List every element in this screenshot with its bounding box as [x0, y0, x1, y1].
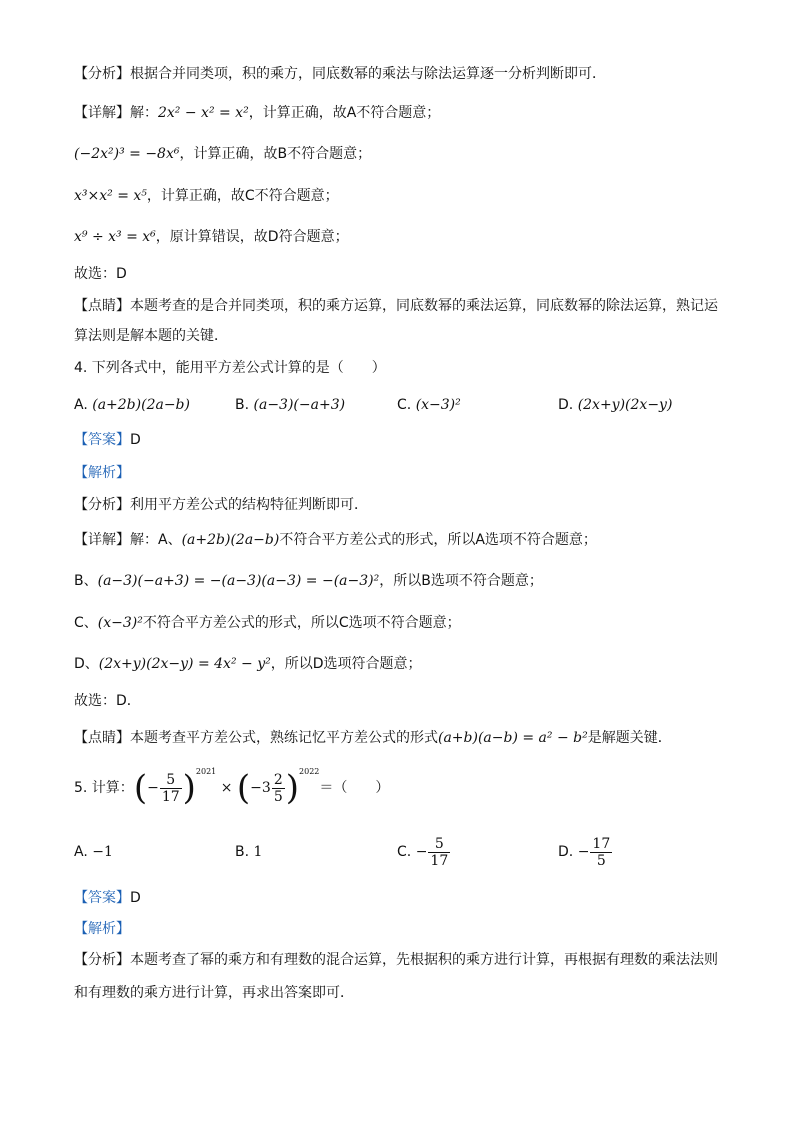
q5-times: ×	[216, 780, 237, 796]
q4-comment	[74, 728, 672, 748]
q5-stem-suffix: ＝（ ）	[319, 780, 390, 796]
q5-left-paren-2: (	[236, 768, 251, 808]
q4-detail-a	[74, 530, 597, 550]
q4-detail-c-text: 不符合平方差公式的形式，所以C选项不符合题意；	[142, 615, 461, 631]
q4-answer-tag: 【答案】	[74, 432, 130, 448]
q4-explain-label: 【解析】	[74, 465, 130, 481]
q5-frac1-den: 17	[161, 788, 180, 805]
q5-analysis-2: 和有理数的乘方进行计算，再求出答案即可．	[74, 985, 354, 1001]
q3-choice: 故选：D	[74, 266, 127, 282]
q4-answer	[74, 430, 141, 450]
q4-option-b-label: B.	[235, 397, 250, 413]
q4-analysis	[74, 495, 368, 515]
q4-detail-tag: 【详解】	[74, 532, 130, 548]
q4-option-c-label: C.	[397, 397, 412, 413]
q4-comment-text-1: 本题考查平方差公式，熟练记忆平方差公式的形式	[130, 730, 438, 746]
q4-option-c	[397, 395, 461, 415]
q5-explain-tag	[74, 919, 130, 939]
q5-option-c	[397, 832, 451, 872]
q5-opt-a-value: −1	[92, 844, 113, 860]
q3-detail-tag: 【详解】	[74, 105, 130, 121]
q5-answer-value: D	[130, 890, 141, 906]
q4-option-a-label: A.	[74, 397, 88, 413]
q5-frac2-den: 5	[273, 788, 283, 805]
q5-right-paren-1: )	[182, 768, 196, 808]
q4-option-a-formula: (a+2b)(2a−b)	[92, 397, 190, 413]
q4-detail-d-prefix: D、	[74, 656, 99, 672]
q3-comment-tag: 【点睛】	[74, 298, 130, 314]
q3-line-d-formula: x⁹ ÷ x³ = x⁶	[74, 229, 156, 245]
q4-detail-b	[74, 571, 543, 591]
q5-fraction-1	[160, 772, 182, 805]
q4-detail-b-formula: (a−3)(−a+3) = −(a−3)(a−3) = −(a−3)²	[97, 573, 380, 589]
q5-minus-1: −	[147, 780, 159, 796]
q3-comment-text-1: 本题考查的是合并同类项，积的乘方运算，同底数幂的乘法运算，同底数幂的除法运算，熟记运	[130, 298, 718, 314]
q5-answer-tag: 【答案】	[74, 890, 130, 906]
q4-comment-text-2: 是解题关键．	[587, 730, 672, 746]
q3-detail-prefix: 解：	[130, 105, 158, 121]
q3-analysis-tag: 【分析】	[74, 66, 130, 82]
q4-option-d-formula: (2x+y)(2x−y)	[577, 397, 673, 413]
q4-detail-c-prefix: C、	[74, 615, 98, 631]
q3-analysis-text: 根据合并同类项，积的乘方，同底数幂的乘法与除法运算逐一分析判断即可．	[130, 66, 606, 82]
q4-choice: 故选：D．	[74, 693, 141, 709]
q5-opt-d-minus: −	[577, 844, 590, 860]
q3-line-c-text: ，计算正确，故C不符合题意；	[146, 188, 339, 204]
q4-option-c-formula: (x−3)²	[415, 397, 461, 413]
q4-detail-a-prefix: 解：A、	[130, 532, 182, 548]
q5-option-a	[74, 842, 113, 862]
q5-whole2: 3	[261, 780, 271, 796]
q5-analysis-1	[74, 950, 718, 970]
q5-frac2-num: 2	[273, 771, 283, 788]
q5-opt-d-label: D.	[558, 844, 574, 860]
q5-opt-a-label: A.	[74, 844, 88, 860]
q5-option-b	[235, 842, 262, 862]
q4-option-b-formula: (a−3)(−a+3)	[253, 397, 346, 413]
q3-line-b-text: ，计算正确，故B不符合题意；	[179, 146, 372, 162]
q3-line-d-text: ，原计算错误，故D符合题意；	[155, 229, 349, 245]
q4-detail-b-text: ，所以B选项不符合题意；	[379, 573, 543, 589]
q4-option-a	[74, 395, 190, 415]
q5-minus-2: −	[250, 780, 262, 796]
q3-detail-c	[74, 186, 339, 206]
q5-answer	[74, 888, 141, 908]
q3-detail-d	[74, 227, 349, 247]
q5-right-paren-2: )	[285, 768, 300, 808]
q4-analysis-tag: 【分析】	[74, 497, 130, 513]
q4-option-d-label: D.	[558, 397, 574, 413]
q3-analysis	[74, 64, 606, 84]
q4-detail-a-text: 不符合平方差公式的形式，所以A选项不符合题意；	[279, 532, 597, 548]
q4-stem: 4. 下列各式中，能用平方差公式计算的是（ ）	[74, 360, 386, 376]
q5-opt-c-label: C.	[397, 844, 412, 860]
q5-opt-b-value: 1	[253, 844, 263, 860]
q4-analysis-text: 利用平方差公式的结构特征判断即可．	[130, 497, 368, 513]
q4-comment-formula: (a+b)(a−b) = a² − b²	[438, 730, 588, 746]
q5-option-d	[558, 832, 613, 872]
q3-line-a-text: ，计算正确，故A不符合题意；	[248, 105, 441, 121]
q5-opt-d-fraction	[590, 836, 612, 869]
q5-exp2: 2022	[299, 767, 320, 776]
q5-opt-d-den: 5	[596, 852, 606, 869]
q4-detail-d	[74, 654, 422, 674]
q4-detail-d-formula: (2x+y)(2x−y) = 4x² − y²	[98, 656, 271, 672]
q4-detail-c-formula: (x−3)²	[97, 615, 143, 631]
q5-opt-b-label: B.	[235, 844, 250, 860]
q5-opt-d-num: 17	[592, 835, 611, 852]
q4-option-b	[235, 395, 345, 415]
q3-line-a-formula: 2x² − x² = x²	[158, 105, 249, 121]
q5-opt-c-den: 17	[430, 852, 449, 869]
q5-opt-c-minus: −	[415, 844, 428, 860]
q4-comment-tag: 【点睛】	[74, 730, 130, 746]
q3-line-b-formula: (−2x²)³ = −8x⁶	[74, 146, 180, 162]
q4-detail-c	[74, 613, 461, 633]
q5-explain-label: 【解析】	[74, 921, 130, 937]
q5-stem	[74, 768, 389, 808]
q4-detail-d-text: ，所以D选项符合题意；	[270, 656, 422, 672]
q5-analysis-tag: 【分析】	[74, 952, 130, 968]
q3-comment-1	[74, 296, 718, 316]
q4-detail-b-prefix: B、	[74, 573, 98, 589]
q5-left-paren-1: (	[133, 768, 148, 808]
q4-answer-value: D	[130, 432, 141, 448]
q5-opt-c-fraction	[428, 836, 450, 869]
q5-fraction-2	[272, 772, 285, 805]
q5-stem-prefix: 5. 计算：	[74, 780, 134, 796]
q3-comment-2: 算法则是解本题的关键．	[74, 328, 228, 344]
q3-detail-b	[74, 144, 371, 164]
q3-detail-a	[74, 103, 440, 123]
q5-analysis-text-1: 本题考查了幂的乘方和有理数的混合运算，先根据积的乘方进行计算，再根据有理数的乘法法则	[130, 952, 718, 968]
q4-detail-a-formula: (a+2b)(2a−b)	[181, 532, 280, 548]
q4-option-d	[558, 395, 672, 415]
q3-line-c-formula: x³×x² = x⁵	[74, 188, 147, 204]
q5-opt-c-num: 5	[428, 836, 450, 853]
q5-frac1-num: 5	[160, 772, 182, 789]
q5-exp1: 2021	[195, 767, 217, 776]
q4-explain-tag	[74, 463, 130, 483]
